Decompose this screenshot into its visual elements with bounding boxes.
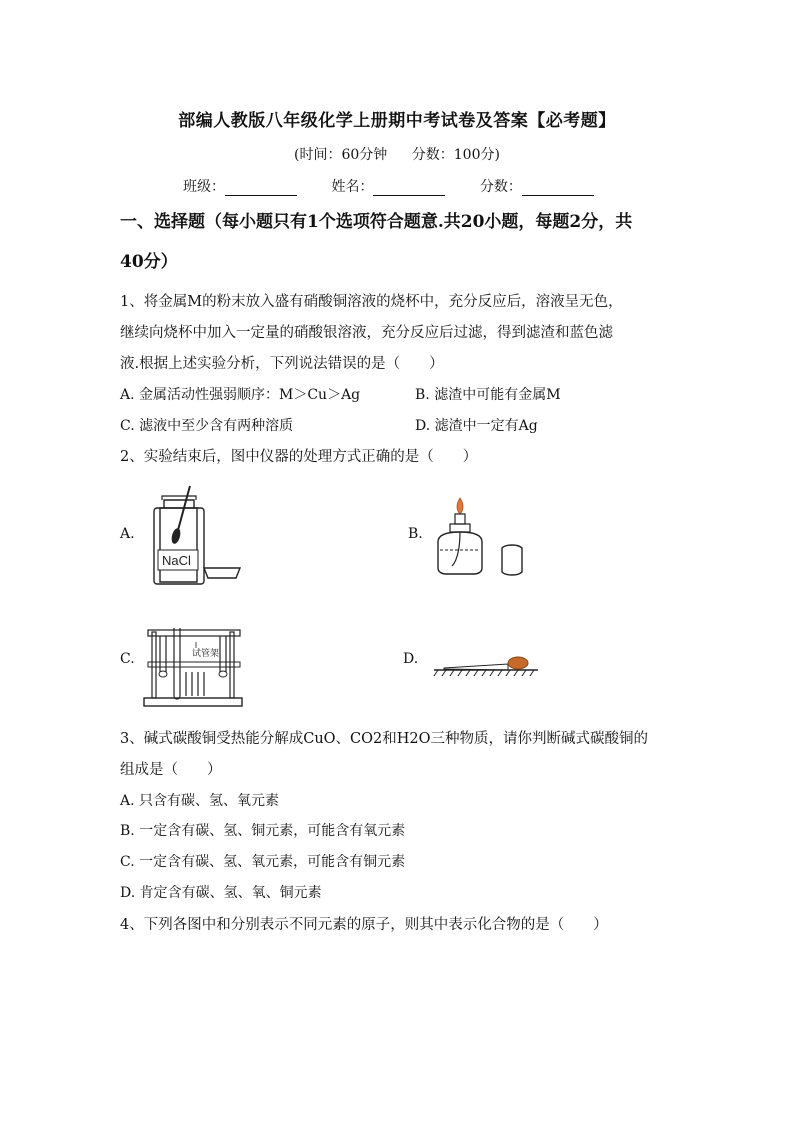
q1-option-d: D. 滤渣中一定有Ag: [415, 418, 538, 434]
section-1-title-line2: 40分）: [120, 252, 178, 272]
q1-option-c: C. 滤液中至少含有两种溶质: [120, 418, 294, 434]
exam-meta: [0, 144, 794, 164]
q3-line2: 组成是（ ）: [120, 762, 222, 778]
figure-a-reagent-bottle: [142, 480, 252, 590]
student-fields: [183, 176, 624, 196]
q3-option-c: C. 一定含有碳、氢、氧元素，可能含有铜元素: [120, 854, 406, 870]
points-field: [480, 176, 594, 196]
points-blank[interactable]: [522, 181, 594, 196]
name-blank[interactable]: [373, 181, 445, 196]
rack-label: 试管架: [192, 648, 220, 658]
q4-stem: 4、下列各图中和分别表示不同元素的原子，则其中表示化合物的是（ ）: [120, 917, 608, 933]
points-label: 分数：: [479, 179, 522, 195]
class-field: [183, 176, 297, 196]
name-label: 姓名：: [331, 179, 374, 195]
section-1-title-line1: 一、选择题（每小题只有1个选项符合题意.共20小题，每题2分，共: [120, 212, 633, 232]
page-title: 部编人教版八年级化学上册期中考试卷及答案【必考题】: [178, 111, 616, 131]
exam-time: (时间：60分钟: [294, 147, 388, 163]
name-field: [331, 176, 445, 196]
q1-line2: 继续向烧杯中加入一定量的硝酸银溶液，充分反应后过滤，得到滤渣和蓝色滤: [120, 325, 613, 341]
section-1-title: [120, 202, 680, 282]
q1-line1: 1、将金属M的粉末放入盛有硝酸铜溶液的烧杯中，充分反应后，溶液呈无色，: [120, 294, 623, 310]
q2-label-a: A.: [120, 526, 135, 542]
class-blank[interactable]: [225, 181, 297, 196]
q1-line3: 液.根据上述实验分析，下列说法错误的是（ ）: [120, 356, 444, 372]
q1-option-b: B. 滤渣中可能有金属M: [415, 387, 561, 403]
q3-option-d: D. 肯定含有碳、氢、氧、铜元素: [120, 885, 322, 901]
figure-c-test-tube-rack: [140, 622, 250, 712]
q1-option-a: A. 金属活动性强弱顺序：M＞Cu＞Ag: [120, 387, 361, 403]
q2-label-d: D.: [403, 651, 419, 667]
nacl-label: NaCl: [162, 553, 191, 568]
q3-option-a: A. 只含有碳、氢、氧元素: [120, 793, 280, 809]
q2-label-c: C.: [120, 651, 135, 667]
class-label: 班级：: [183, 179, 225, 195]
figure-b-alcohol-lamp: [430, 490, 540, 582]
q3-line1: 3、碱式碳酸铜受热能分解成CuO、CO2和H2O三种物质，请你判断碱式碳酸铜的: [120, 731, 649, 747]
q2-label-b: B.: [408, 526, 423, 542]
exam-score: 分数：100分): [411, 147, 500, 163]
q3-option-b: B. 一定含有碳、氢、铜元素，可能含有氧元素: [120, 823, 406, 839]
figure-d-dropper: [432, 650, 542, 680]
q2-stem: 2、实验结束后，图中仪器的处理方式正确的是（ ）: [120, 449, 478, 465]
